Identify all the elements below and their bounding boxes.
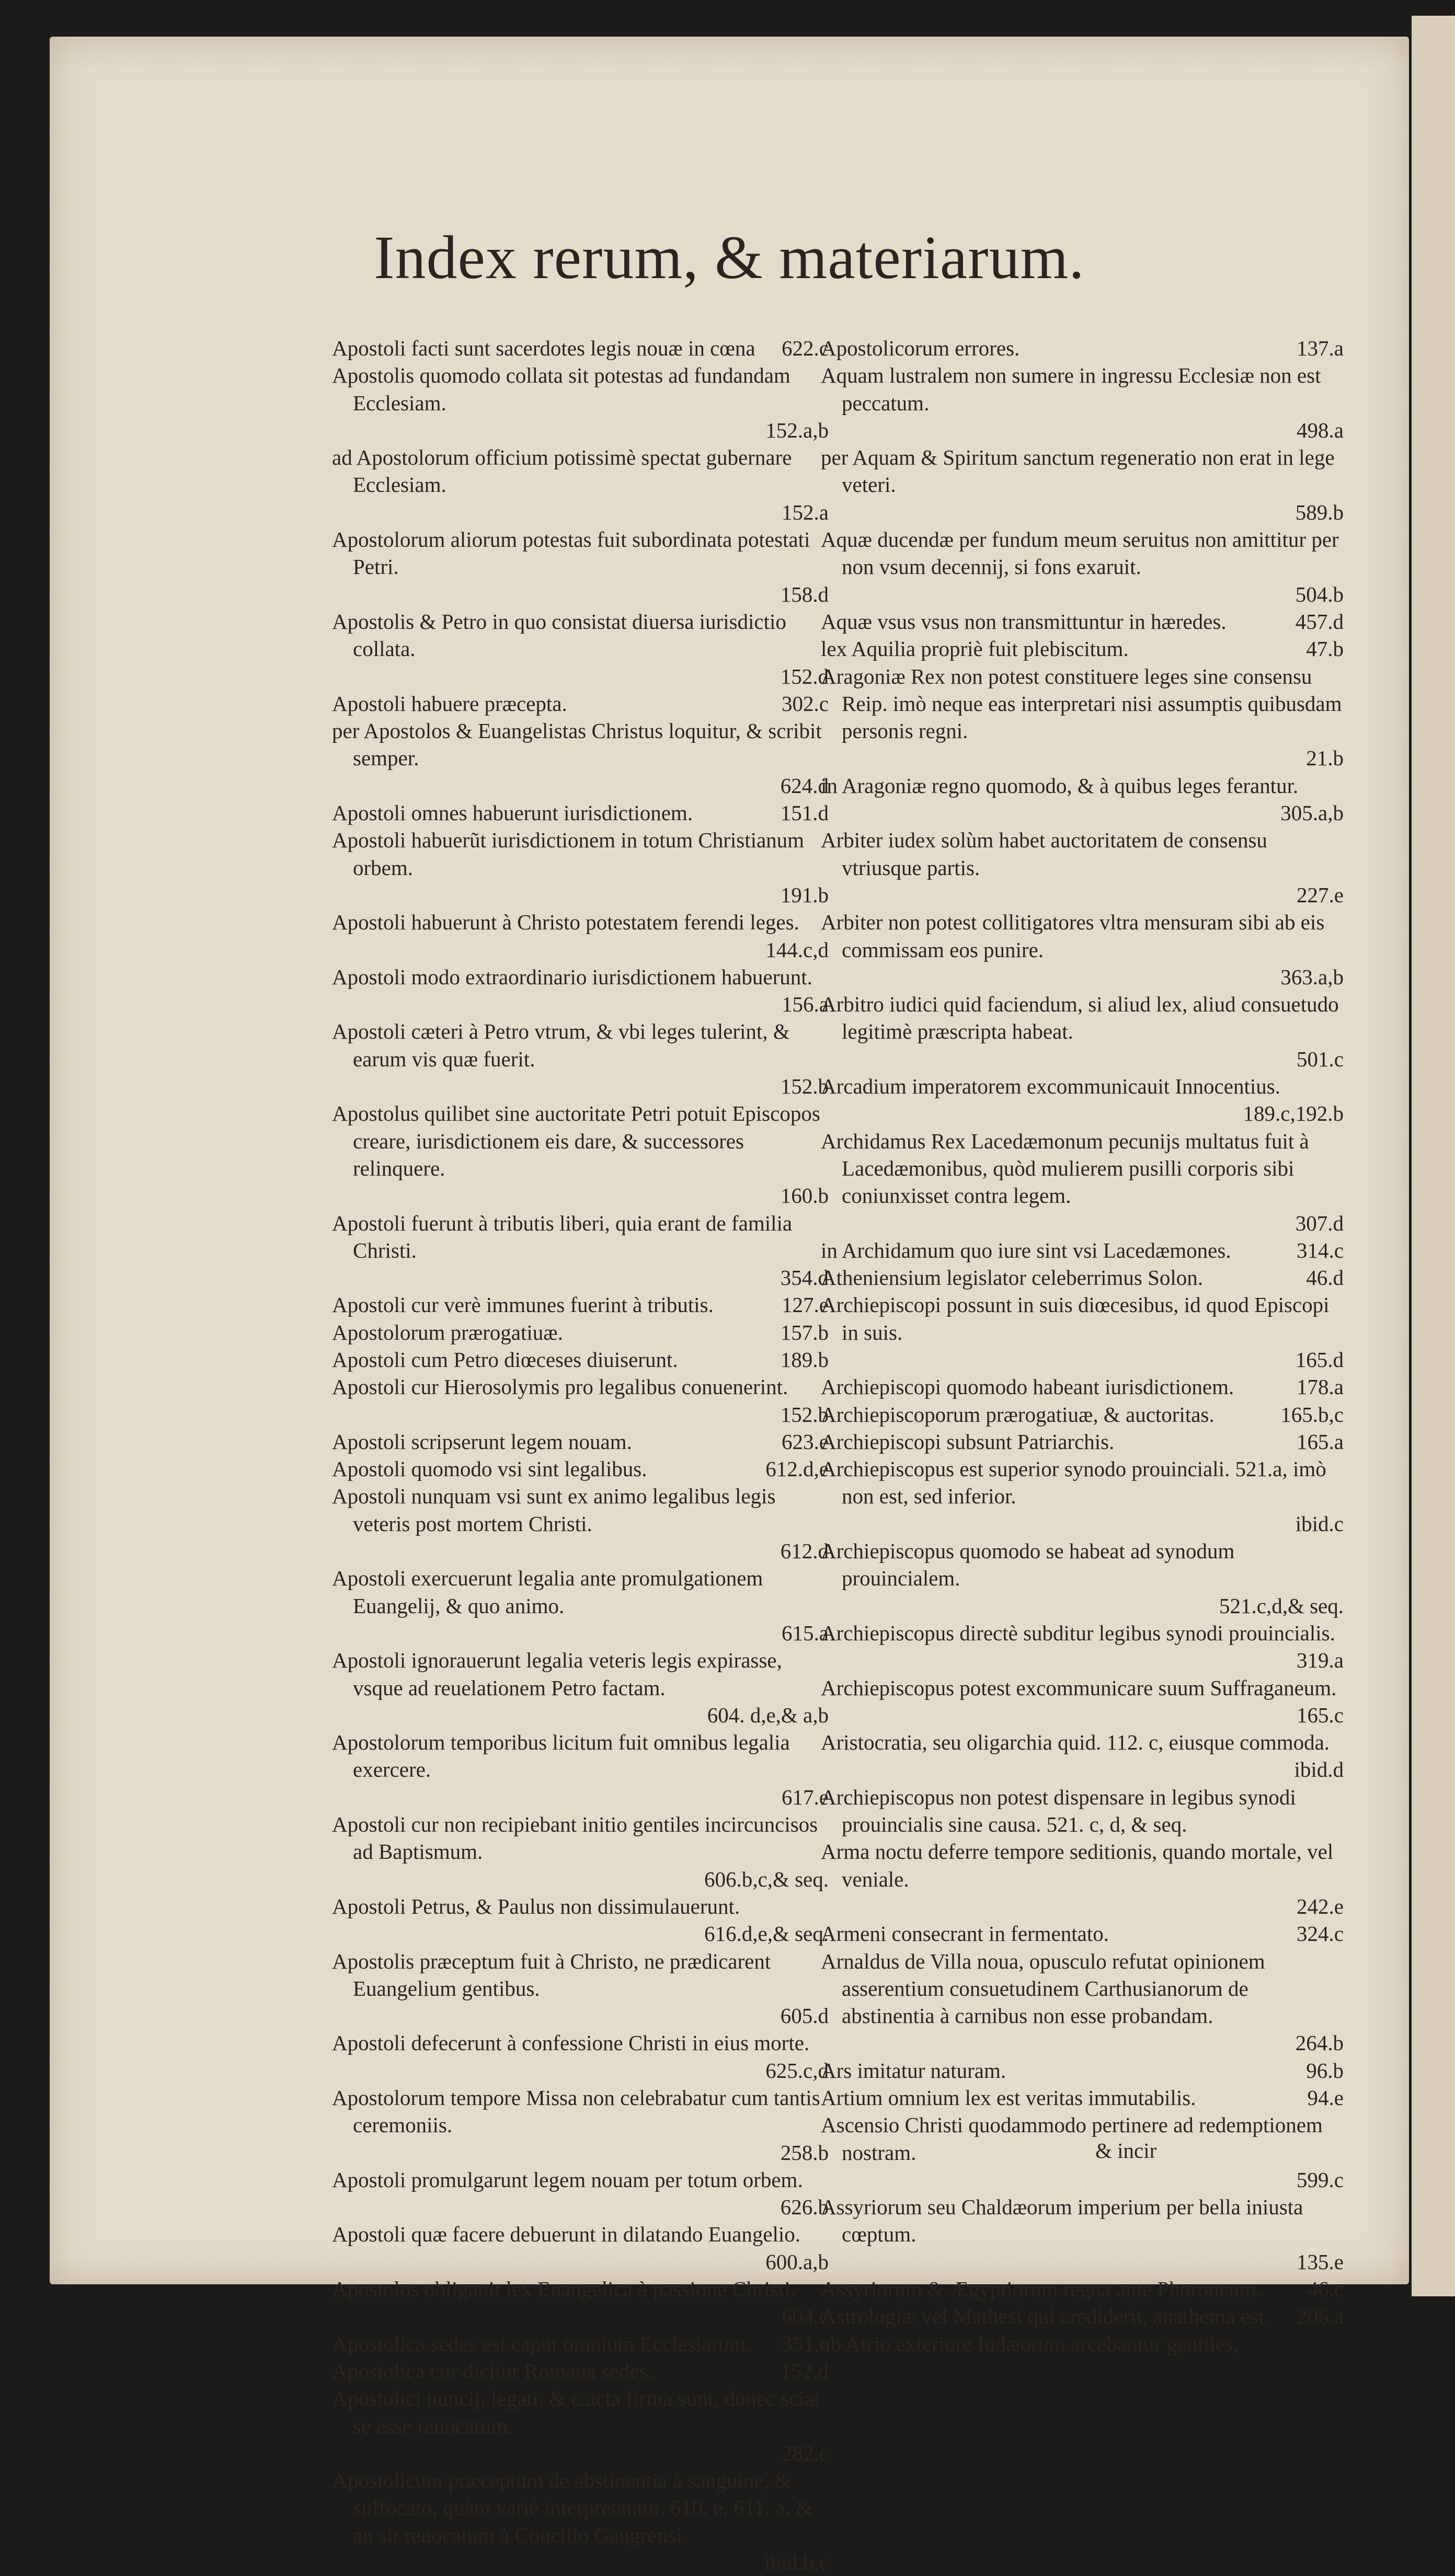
entry-reference: 135.e <box>1297 2249 1344 2274</box>
entry-reference: 363.a,b <box>1280 964 1344 989</box>
entry-text: Apostoli habuerunt à Christo potestatem ferendi leges. <box>332 910 799 935</box>
entry-reference: 625.c,d <box>765 2058 829 2083</box>
entry-reference: 351.e <box>782 2331 829 2356</box>
entry-text: Archiepiscopi possunt in suis diœcesibus, id quod Episcopi in suis. <box>821 1293 1330 1344</box>
index-entry <box>821 2193 1344 2275</box>
entry-text: Aquam lustralem non sumere in ingressu Ecclesiæ non est peccatum. <box>821 363 1321 415</box>
entry-reference: 626.b <box>780 2195 829 2220</box>
index-entry <box>821 1784 1344 1838</box>
entry-reference: 600.a,b <box>765 2249 829 2274</box>
index-entry <box>332 826 829 908</box>
entry-reference: 160.b <box>780 1183 829 1208</box>
index-entry <box>821 1920 1344 1947</box>
entry-text: Apostolorum temporibus licitum fuit omnibus legalia exercere. <box>332 1730 790 1782</box>
entry-reference: 191.b <box>780 882 829 907</box>
entry-text: Apostoli promulgarunt legem nouam per totum orbem. <box>332 2167 803 2192</box>
entry-reference: 622.c <box>782 336 829 360</box>
entry-text: Apostoli habuere præcepta. <box>332 691 567 716</box>
index-entry <box>332 1428 829 1455</box>
right-column <box>821 335 1344 2358</box>
entry-reference: 498.a <box>1297 418 1344 442</box>
index-entry <box>332 2330 829 2358</box>
entry-text: Aristocratia, seu oligarchia quid. 112. c, eiusque commoda. <box>821 1730 1330 1755</box>
index-entry <box>332 362 829 444</box>
index-entry <box>821 826 1344 908</box>
entry-text: per Aquam & Spiritum sanctum regeneratio non erat in lege veteri. <box>821 445 1335 497</box>
index-entry <box>821 2111 1344 2193</box>
entry-reference: 612.d,e <box>765 1457 829 1481</box>
index-entry <box>821 362 1344 444</box>
index-entry <box>821 1128 1344 1237</box>
entry-text: Apostoli habuerũt iurisdictionem in totum Christianum orbem. <box>332 828 805 880</box>
entry-text: Apostolorum aliorum potestas fuit subordinata potestati Petri. <box>332 527 810 579</box>
entry-text: Apostoli quæ facere debuerunt in dilatando Euangelio. <box>332 2222 801 2247</box>
entry-reference: 158.d <box>780 582 829 606</box>
entry-text: Archiepiscopi quomodo habeant iurisdictionem. <box>821 1375 1234 1399</box>
entry-text: Ascensio Christi quodammodo pertinere ad redemptionem nostram. <box>821 2113 1323 2165</box>
entry-reference: 165.c <box>1297 1703 1344 1727</box>
index-entry <box>332 335 829 362</box>
entry-text: Arbitro iudici quid faciendum, si aliud lex, aliud consuetudo legitimè præscripta habeat. <box>821 992 1339 1044</box>
entry-text: Apostoli exercuerunt legalia ante promulgationem Euangelij, & quo animo. <box>332 1566 763 1618</box>
index-entry <box>332 1455 829 1482</box>
index-entry <box>332 1647 829 1729</box>
index-entry <box>821 772 1344 827</box>
index-entry <box>821 1073 1344 1128</box>
index-entry <box>821 2303 1344 2330</box>
entry-text: Arcadium imperatorem excommunicauit Innocentius. <box>821 1074 1280 1099</box>
entry-text: Apostolis & Petro in quo consistat diuersa iurisdictio collata. <box>332 609 786 661</box>
entry-text: Assyriorum & Ægyptiorum regna ante Phoroneum. <box>821 2277 1262 2302</box>
entry-text: Arma noctu deferre tempore seditionis, quando mortale, vel veniale. <box>821 1839 1334 1891</box>
entry-text: Astrologiæ vel Mathesi qui crediderit, anathema est. <box>821 2304 1270 2329</box>
entry-text: per Apostolos & Euangelistas Christus loquitur, & scribit semper. <box>332 719 822 770</box>
index-entry <box>821 1237 1344 1264</box>
index-entry <box>332 608 829 690</box>
entry-text: Aragoniæ Rex non potest constituere leges sine consensu Reip. imò neque eas interpretari nisi assumptis quibusdam personis regni. <box>821 664 1342 743</box>
entry-reference: 623.e <box>782 1429 829 1454</box>
entry-reference: 152.b <box>780 1402 829 1427</box>
entry-reference: 264.b <box>1295 2031 1344 2055</box>
entry-text: Archidamus Rex Lacedæmonum pecunijs multatus fuit à Lacedæmonibus, quòd mulierem pusilli corporis sibi coniunxisset contra legem. <box>821 1129 1309 1208</box>
entry-reference: 152.a <box>782 500 829 524</box>
entry-text: Aquæ vsus vsus non transmittuntur in hæredes. <box>821 609 1227 634</box>
entry-reference: 151.d <box>780 801 829 825</box>
index-entry <box>821 2275 1344 2303</box>
index-entry <box>332 717 829 799</box>
entry-text: Apostoli cæteri à Petro vtrum, & vbi leges tulerint, & earum vis quæ fuerit. <box>332 1019 790 1071</box>
entry-reference: 157.b <box>780 1320 829 1344</box>
entry-reference: 152.d <box>780 2359 829 2383</box>
entry-text: Apostoli defecerunt à confessione Christi in eius morte. <box>332 2031 810 2055</box>
entry-reference: 189.c,192.b <box>1243 1101 1344 1126</box>
entry-reference: 94.e <box>1307 2086 1344 2110</box>
entry-text: Ars imitatur naturam. <box>821 2058 1006 2083</box>
entry-reference: 178.a <box>1297 1375 1344 1399</box>
entry-reference: 604.c <box>782 2304 829 2329</box>
entry-reference: 21.b <box>1306 746 1344 770</box>
index-entry <box>332 1018 829 1100</box>
entry-reference: 137.a <box>1297 336 1344 360</box>
entry-reference: 144.c,d <box>765 937 829 962</box>
entry-text: Apostolis præceptum fuit à Christo, ne prædicarent Euangelium gentibus. <box>332 1949 771 2000</box>
entry-text: Apostolus quilibet sine auctoritate Petri potuit Episcopos creare, iurisdictionem eis dare, & successores relinquere. <box>332 1101 820 1180</box>
entry-reference: 242.e <box>1297 1894 1344 1918</box>
entry-reference: ibid.b,c <box>764 2550 829 2575</box>
index-entry <box>332 1893 829 1948</box>
entry-text: Apostoli omnes habuerunt iurisdictionem. <box>332 801 693 825</box>
index-entry <box>821 608 1344 635</box>
entry-reference: 152.a,b <box>765 418 829 442</box>
entry-reference: 615.a <box>782 1620 829 1645</box>
entry-text: in Archidamum quo iure sint vsi Lacedæmones. <box>821 1238 1231 1262</box>
index-entry <box>821 2084 1344 2111</box>
entry-text: Archiepiscopus potest excommunicare suum Suffraganeum. <box>821 1675 1337 1700</box>
entry-reference: 46.c <box>1307 2277 1344 2302</box>
index-entry <box>821 1537 1344 1619</box>
index-entry <box>821 1948 1344 2057</box>
catchword: & incir <box>1095 2138 1157 2163</box>
entry-text: Arnaldus de Villa noua, opusculo refutat opinionem asserentium consuetudinem Carthusianorum de abstinentia à carnibus non esse probandam. <box>821 1949 1265 2028</box>
index-entry <box>821 1264 1344 1291</box>
entry-reference: 624.d <box>780 773 829 798</box>
entry-text: Archiepiscopus directè subditur legibus synodi prouincialis. <box>821 1620 1335 1645</box>
entry-reference: ibid.d <box>1294 1757 1344 1782</box>
index-entry <box>332 1948 829 2030</box>
index-entry <box>821 1838 1344 1920</box>
entry-text: Apostoli cur non recipiebant initio gentiles incircuncisos ad Baptismum. <box>332 1812 818 1864</box>
entry-text: Apostolici nuncij, legati, & c.acta firma sunt, donec sciat se esse reuocatum. <box>332 2386 820 2438</box>
entry-reference: 324.c <box>1297 1922 1344 1946</box>
entry-reference: 227.e <box>1297 882 1344 907</box>
entry-text: in Aragoniæ regno quomodo, & à quibus leges ferantur. <box>821 773 1299 798</box>
entry-text: lex Aquilia propriè fuit plebiscitum. <box>821 637 1129 661</box>
index-entry <box>332 2275 829 2330</box>
entry-text: Apostolicorum errores. <box>821 336 1020 360</box>
entry-text: Apostolos obligauit lex Euangelica à passione Christi. <box>332 2277 796 2302</box>
index-entry <box>332 1373 829 1428</box>
index-entry <box>332 2358 829 2385</box>
entry-reference: 258.b <box>780 2140 829 2165</box>
entry-reference: 206.a <box>1297 2304 1344 2329</box>
index-entry <box>332 2385 829 2467</box>
index-entry <box>821 1401 1344 1428</box>
entry-reference: 189.b <box>780 1347 829 1372</box>
entry-reference: 617.e <box>782 1785 829 1809</box>
entry-text: Apostoli ignorauerunt legalia veteris legis expirasse, vsque ad reuelationem Petro factam. <box>332 1648 782 1700</box>
entry-reference: 305.a,b <box>1280 801 1344 825</box>
entry-reference: 282.c <box>782 2441 829 2465</box>
entry-text: Apostoli cur verè immunes fuerint à tributis. <box>332 1293 714 1317</box>
entry-text: Armeni consecrant in fermentato. <box>821 1922 1109 1946</box>
entry-text: ab Atrio exteriore Iudæorum arcebantur gentiles, <box>821 2331 1239 2356</box>
index-entry <box>821 635 1344 662</box>
index-entry <box>821 1619 1344 1674</box>
entry-reference: 314.c <box>1297 1238 1344 1262</box>
entry-text: Artium omnium lex est veritas immutabilis. <box>821 2086 1196 2110</box>
entry-reference: 504.b <box>1295 582 1344 606</box>
entry-text: Apostoli fuerunt à tributis liberi, quia erant de familia Christi. <box>332 1211 793 1262</box>
entry-text: Archiepiscopus non potest dispensare in legibus synodi prouincialis sine causa. 521. c, d, & seq. <box>821 1785 1296 1837</box>
entry-text: Archiepiscopus quomodo se habeat ad synodum prouincialem. <box>821 1539 1235 1591</box>
index-entry <box>821 991 1344 1073</box>
entry-text: Apostoli modo extraordinario iurisdictionem habuerunt. <box>332 964 812 989</box>
index-entry <box>821 1373 1344 1400</box>
entry-text: Archiepiscoporum prærogatiuæ, & auctoritas. <box>821 1402 1215 1427</box>
entry-reference: 599.c <box>1297 2167 1344 2192</box>
entry-reference: 521.c,d,& seq. <box>1219 1593 1344 1618</box>
entry-text: Apostolorum tempore Missa non celebrabatur cum tantis ceremoniis. <box>332 2086 820 2137</box>
entry-text: Apostolorum prærogatiuæ. <box>332 1320 563 1344</box>
entry-text: Apostoli cur Hierosolymis pro legalibus conuenerint. <box>332 1375 788 1399</box>
entry-text: Apostolica sedes est caput omnium Ecclesiarum. <box>332 2331 751 2356</box>
index-entry <box>332 1729 829 1811</box>
index-entry <box>332 1346 829 1373</box>
index-entry <box>332 690 829 717</box>
entry-reference: 319.a <box>1297 1648 1344 1673</box>
index-entry <box>332 1210 829 1292</box>
entry-text: Apostoli Petrus, & Paulus non dissimulauerunt. <box>332 1894 740 1918</box>
index-entry <box>821 1428 1344 1455</box>
entry-text: Apostolica cur dicitur Romana sedes. <box>332 2359 653 2383</box>
entry-text: Atheniensium legislator celeberrimus Solon. <box>821 1266 1204 1290</box>
index-entry <box>332 963 829 1018</box>
entry-reference: 152.d <box>780 664 829 688</box>
page-title: Index rerum, & materiarum. <box>374 223 1085 292</box>
entry-text: Apostoli cum Petro diœceses diuiserunt. <box>332 1347 678 1372</box>
entry-text: Arbiter non potest collitigatores vltra mensuram sibi ab eis commissam eos punire. <box>821 910 1325 962</box>
index-entry <box>332 1319 829 1346</box>
index-entry <box>821 526 1344 608</box>
entry-reference: 606.b,c,& seq. <box>704 1867 829 1891</box>
index-entry <box>821 1729 1344 1784</box>
index-entry <box>821 335 1344 362</box>
entry-reference: 612.d <box>780 1539 829 1563</box>
entry-reference: 165.b,c <box>1280 1402 1344 1427</box>
index-entry <box>821 2057 1344 2084</box>
index-entry <box>332 1811 829 1893</box>
entry-text: Apostoli facti sunt sacerdotes legis nouæ in cœna <box>332 336 755 360</box>
index-entry <box>332 1291 829 1318</box>
entry-reference: ibid.c <box>1295 1511 1344 1536</box>
index-entry <box>821 444 1344 526</box>
entry-reference: 96.b <box>1306 2058 1344 2083</box>
index-entry <box>332 908 829 963</box>
index-entry <box>332 444 829 526</box>
entry-reference: 152.b <box>780 1074 829 1099</box>
entry-text: Apostoli quomodo vsi sint legalibus. <box>332 1457 647 1481</box>
index-entry <box>332 1100 829 1209</box>
index-entry <box>821 1455 1344 1537</box>
entry-text: Aquæ ducendæ per fundum meum seruitus non amittitur per non vsum decennij, si fons exaruit. <box>821 527 1339 579</box>
index-entry <box>332 1482 829 1565</box>
index-entry <box>821 1674 1344 1729</box>
index-entry <box>332 526 829 608</box>
entry-reference: 47.b <box>1306 637 1344 661</box>
entry-reference: 589.b <box>1295 500 1344 524</box>
book-page <box>50 37 1409 2575</box>
entry-reference: 501.c <box>1297 1046 1344 1071</box>
entry-text: Apostolis quomodo collata sit potestas ad fundandam Ecclesiam. <box>332 363 790 415</box>
adjacent-page-edge <box>1412 16 1455 2296</box>
entry-text: Apostoli scripserunt legem nouam. <box>332 1429 632 1454</box>
entry-text: Archiepiscopi subsunt Patriarchis. <box>821 1429 1115 1454</box>
entry-text: Arbiter iudex solùm habet auctoritatem de consensu vtriusque partis. <box>821 828 1267 880</box>
entry-reference: 156.a <box>782 992 829 1017</box>
left-column <box>332 335 829 2576</box>
entry-reference: 457.d <box>1295 609 1344 634</box>
entry-reference: 616.d,e,& seq. <box>704 1922 829 1946</box>
entry-reference: 165.a <box>1297 1429 1344 1454</box>
entry-reference: 302.c <box>782 691 829 716</box>
entry-text: ad Apostolorum officium potissimè spectat gubernare Ecclesiam. <box>332 445 792 497</box>
entry-text: Apostolicum præceptum de abstinentia à sanguine, & suffocato, quàm variè interpretantur. 610. e, 611. a, & an sit reuocatum à Concilio Gangrensi. <box>332 2468 812 2547</box>
entry-text: Assyriorum seu Chaldæorum imperium per bella iniusta cœptum. <box>821 2195 1303 2247</box>
entry-reference: 307.d <box>1295 1211 1344 1235</box>
index-entry <box>332 1565 829 1647</box>
entry-text: Apostoli nunquam vsi sunt ex animo legalibus legis veteris post mortem Christi. <box>332 1484 776 1536</box>
entry-reference: 46.d <box>1306 1266 1344 1290</box>
index-entry <box>332 2467 829 2576</box>
index-entry <box>332 2221 829 2275</box>
index-entry <box>332 799 829 826</box>
index-entry <box>332 2166 829 2221</box>
index-entry <box>821 663 1344 772</box>
entry-reference: 127.e <box>782 1293 829 1317</box>
index-entry <box>332 2084 829 2166</box>
entry-reference: 354.d <box>780 1266 829 1290</box>
index-entry <box>332 2029 829 2084</box>
entry-reference: 165.d <box>1295 1347 1344 1372</box>
index-entry <box>821 2330 1344 2358</box>
entry-reference: 604. d,e,& a,b <box>707 1703 829 1727</box>
entry-reference: 605.d <box>780 2004 829 2028</box>
entry-text: Archiepiscopus est superior synodo prouinciali. 521.a, imò non est, sed inferior. <box>821 1457 1326 1509</box>
index-entry <box>821 1291 1344 1373</box>
index-entry <box>821 908 1344 991</box>
